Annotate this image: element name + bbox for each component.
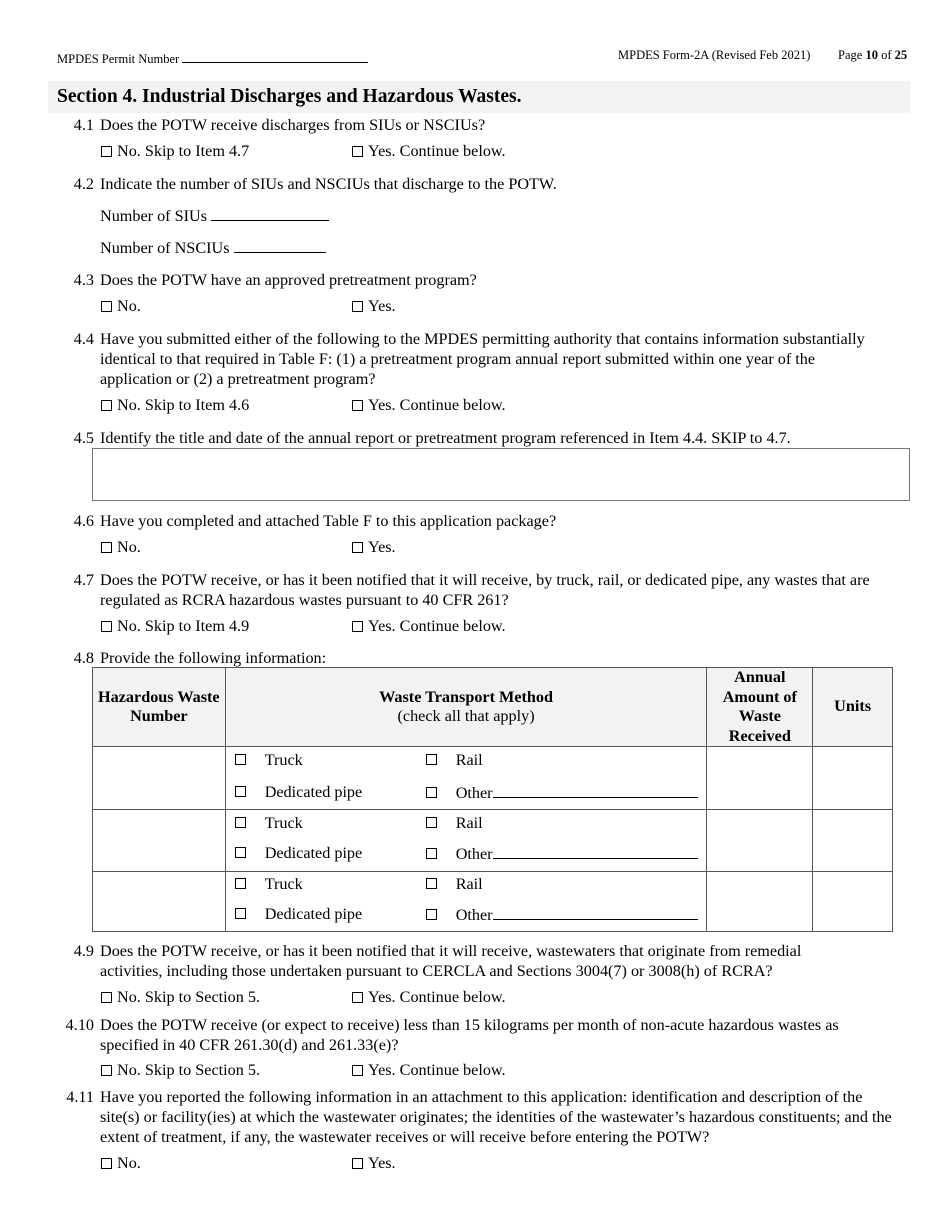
truck-option[interactable]: Truck (235, 751, 303, 770)
transport-method-cell (225, 872, 707, 932)
rail-option[interactable]: Rail (426, 751, 483, 770)
checkbox[interactable] (235, 786, 246, 797)
question-4-4: Have you submitted either of the following to the MPDES permitting authority that contains information substantially identical to that required in Table F: (1) a pretreatment program annual report submitted within one year of the application or (2) a pretreatment program? (100, 330, 865, 388)
question-4-1: Does the POTW receive discharges from SIUs or NSCIUs? (100, 116, 486, 134)
q410-yes-option[interactable]: Yes. Continue below. (352, 1061, 506, 1080)
dedicated-pipe-option[interactable]: Dedicated pipe (235, 844, 363, 863)
question-number: 4.3 (73, 271, 94, 289)
checkbox[interactable] (101, 1065, 112, 1076)
transport-method-cell (225, 747, 707, 810)
checkbox[interactable] (352, 146, 363, 157)
checkbox[interactable] (235, 817, 246, 828)
q47-no-option[interactable]: No. Skip to Item 4.9 (101, 617, 249, 636)
question-4-7: Does the POTW receive, or has it been notified that it will receive, by truck, rail, or dedicated pipe, any wastes that are regulated as RCRA hazardous wastes pursuant to 40 CFR 261? (100, 571, 870, 609)
question-4-3: Does the POTW have an approved pretreatment program? (100, 271, 477, 289)
question-4-5: Identify the title and date of the annual report or pretreatment program referenced in Item 4.4. SKIP to 4.7. (100, 429, 791, 447)
units-cell[interactable] (813, 747, 893, 810)
checkbox[interactable] (352, 992, 363, 1003)
permit-number-field[interactable] (182, 48, 368, 63)
hazardous-waste-number-cell[interactable] (93, 872, 226, 932)
table-row (93, 810, 893, 872)
question-number: 4.5 (73, 429, 94, 447)
other-text-field[interactable] (493, 844, 698, 859)
question-number: 4.7 (73, 571, 94, 589)
number-of-sius-field[interactable]: Number of SIUs (100, 206, 329, 226)
checkbox[interactable] (101, 992, 112, 1003)
checkbox[interactable] (352, 542, 363, 553)
section-title: Section 4. Industrial Discharges and Hazardous Wastes. (57, 86, 522, 107)
question-4-8: Provide the following information: (100, 649, 327, 667)
report-title-date-input[interactable] (92, 448, 910, 501)
question-number: 4.1 (73, 116, 94, 134)
question-number: 4.10 (65, 1016, 94, 1034)
table-row (93, 872, 893, 932)
other-option[interactable]: Other (426, 905, 698, 925)
col-header-annual-amount: Annual Amount of Waste Received (707, 668, 813, 747)
checkbox[interactable] (426, 754, 437, 765)
annual-amount-cell[interactable] (707, 810, 813, 872)
q411-no-option[interactable]: No. (101, 1154, 141, 1173)
question-4-10: Does the POTW receive (or expect to receive) less than 15 kilograms per month of non-acute hazardous wastes as specified in 40 CFR 261.30(d) and 261.33(e)? (100, 1016, 839, 1054)
checkbox[interactable] (101, 542, 112, 553)
other-text-field[interactable] (493, 783, 698, 798)
question-number: 4.4 (73, 330, 94, 348)
transport-method-cell (225, 810, 707, 872)
question-number: 4.9 (73, 942, 94, 960)
units-cell[interactable] (813, 810, 893, 872)
q47-yes-option[interactable]: Yes. Continue below. (352, 617, 506, 636)
checkbox[interactable] (235, 878, 246, 889)
units-cell[interactable] (813, 872, 893, 932)
other-option[interactable]: Other (426, 783, 698, 803)
checkbox[interactable] (426, 787, 437, 798)
checkbox[interactable] (235, 847, 246, 858)
annual-amount-cell[interactable] (707, 747, 813, 810)
q44-no-option[interactable]: No. Skip to Item 4.6 (101, 396, 249, 415)
q49-no-option[interactable]: No. Skip to Section 5. (101, 988, 260, 1007)
hazardous-waste-table (92, 667, 893, 932)
checkbox[interactable] (235, 908, 246, 919)
question-number: 4.2 (73, 175, 94, 193)
col-header-units: Units (813, 668, 893, 747)
checkbox[interactable] (426, 878, 437, 889)
checkbox[interactable] (101, 621, 112, 632)
checkbox[interactable] (426, 848, 437, 859)
annual-amount-cell[interactable] (707, 872, 813, 932)
q411-yes-option[interactable]: Yes. (352, 1154, 396, 1173)
table-row (93, 747, 893, 810)
rail-option[interactable]: Rail (426, 875, 483, 894)
checkbox[interactable] (235, 754, 246, 765)
question-4-2: Indicate the number of SIUs and NSCIUs that discharge to the POTW. (100, 175, 557, 193)
page-number: Page 10 of 25 (838, 48, 908, 62)
form-id: MPDES Form-2A (Revised Feb 2021) (618, 48, 811, 62)
dedicated-pipe-option[interactable]: Dedicated pipe (235, 905, 363, 924)
checkbox[interactable] (352, 1158, 363, 1169)
other-option[interactable]: Other (426, 844, 698, 864)
q43-no-option[interactable]: No. (101, 297, 141, 316)
col-header-waste-transport-method: Waste Transport Method (check all that apply) (225, 668, 707, 747)
question-4-9: Does the POTW receive, or has it been notified that it will receive, wastewaters that originate from remedial activities, including those undertaken pursuant to CERCLA and Sections 3004(7) or 3008(h) of RCRA? (100, 942, 802, 980)
checkbox[interactable] (352, 621, 363, 632)
q410-no-option[interactable]: No. Skip to Section 5. (101, 1061, 260, 1080)
checkbox[interactable] (101, 301, 112, 312)
checkbox[interactable] (101, 146, 112, 157)
q41-yes-option[interactable]: Yes. Continue below. (352, 142, 506, 161)
question-number: 4.6 (73, 512, 94, 530)
checkbox[interactable] (352, 400, 363, 411)
q44-yes-option[interactable]: Yes. Continue below. (352, 396, 506, 415)
question-number: 4.8 (73, 649, 94, 667)
checkbox[interactable] (101, 400, 112, 411)
truck-option[interactable]: Truck (235, 814, 303, 833)
hazardous-waste-number-cell[interactable] (93, 810, 226, 872)
number-of-nscius-field[interactable]: Number of NSCIUs (100, 238, 326, 258)
q43-yes-option[interactable]: Yes. (352, 297, 396, 316)
other-text-field[interactable] (493, 905, 698, 920)
q49-yes-option[interactable]: Yes. Continue below. (352, 988, 506, 1007)
question-4-6: Have you completed and attached Table F to this application package? (100, 512, 557, 530)
rail-option[interactable]: Rail (426, 814, 483, 833)
checkbox[interactable] (426, 817, 437, 828)
q46-no-option[interactable]: No. (101, 538, 141, 557)
q46-yes-option[interactable]: Yes. (352, 538, 396, 557)
question-number: 4.11 (66, 1088, 94, 1106)
checkbox[interactable] (352, 301, 363, 312)
question-4-11: Have you reported the following information in an attachment to this application: identification and description of the site(s) or facility(ies) at which the wastewater originates; the identities of the wastewater’s hazardous constituents; and the extent of treatment, if any, the wastewater receives or will receive before entering the POTW? (100, 1088, 892, 1146)
checkbox[interactable] (426, 909, 437, 920)
checkbox[interactable] (101, 1158, 112, 1169)
hazardous-waste-number-cell[interactable] (93, 747, 226, 810)
permit-number-label: MPDES Permit Number (57, 48, 368, 67)
checkbox[interactable] (352, 1065, 363, 1076)
q41-no-option[interactable]: No. Skip to Item 4.7 (101, 142, 249, 161)
dedicated-pipe-option[interactable]: Dedicated pipe (235, 783, 363, 802)
col-header-hazardous-waste-number: Hazardous Waste Number (93, 668, 226, 747)
truck-option[interactable]: Truck (235, 875, 303, 894)
